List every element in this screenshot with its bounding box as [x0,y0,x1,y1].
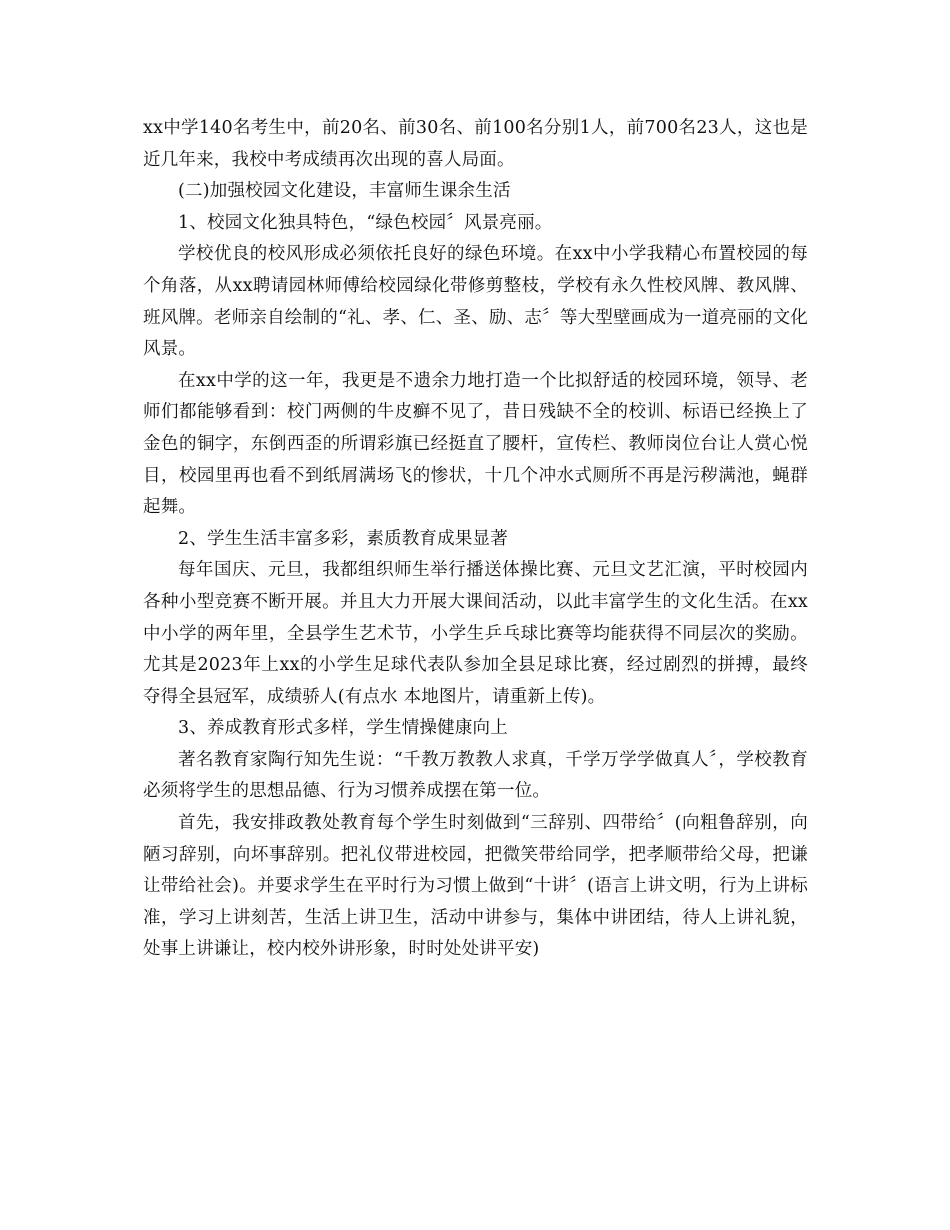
paragraph-exam-results: xx中学140名考生中，前20名、前30名、前100名分别1人，前700名23人，这也是近几年来，我校中考成绩再次出现的喜人局面。 [143,118,808,170]
paragraph-activities: 每年国庆、元旦，我都组织师生举行播送体操比赛、元旦文艺汇演，平时校园内各种小型竞赛不断开展。并且大力开展大课间活动，以此丰富学生的文化生活。在xx中小学的两年里，全县学生艺术节，小学生乒乓球比赛等均能获得不同层次的奖励。尤其是2023年上xx的小学生足球代表队参加全县足球比赛，经过剧烈的拼搏，最终夺得全县冠军，成绩骄人(有点水 本地图片，请重新上传)。 [143,560,808,707]
paragraph-campus-improvement: 在xx中学的这一年，我更是不遗余力地打造一个比拟舒适的校园环境，领导、老师们都能够看到：校门两侧的牛皮癣不见了，昔日残缺不全的校训、标语已经换上了金色的铜字，东倒西歪的所谓彩旗已经挺直了腰杆，宣传栏、教师岗位台让人赏心悦目，校园里再也看不到纸屑满场飞的惨状，十几个冲水式厕所不再是污秽满池，蝇群起舞。 [143,370,808,518]
paragraph-tao-xingzhi-quote: 著名教育家陶行知先生说：“千教万教教人求真，千学万学学做真人〞，学校教育必须将学生的思想品德、行为习惯养成摆在第一位。 [143,749,808,802]
document-body [143,113,808,966]
subheading-green-campus: 1、校园文化独具特色，“绿色校园〞风景亮丽。 [178,212,553,233]
subheading-student-life: 2、学生生活丰富多彩，素质教育成果显著 [178,528,508,549]
paragraph-green-environment: 学校优良的校风形成必须依托良好的绿色环境。在xx中小学我精心布置校园的每个角落，从xx聘请园林师傅给校园绿化带修剪整枝，学校有永久性校风牌、教风牌、班风牌。老师亲自绘制的“礼、孝、仁、圣、励、志〞等大型壁画成为一道亮丽的文化风景。 [143,244,808,360]
paragraph-behavior-rules: 首先，我安排政教处教育每个学生时刻做到“三辞别、四带给〞(向粗鲁辞别，向陋习辞别，向坏事辞别。把礼仪带进校园，把微笑带给同学，把孝顺带给父母，把谦让带给社会)。并要求学生在平时行为习惯上做到“十讲〞(语言上讲文明，行为上讲标准，学习上讲刻苦，生活上讲卫生，活动中讲参与，集体中讲团结，待人上讲礼貌，处事上讲谦让，校内校外讲形象，时时处处讲平安) [143,813,808,960]
subheading-character-education: 3、养成教育形式多样，学生情操健康向上 [178,718,508,739]
section-heading-campus-culture: (二)加强校园文化建设，丰富师生课余生活 [178,181,511,202]
